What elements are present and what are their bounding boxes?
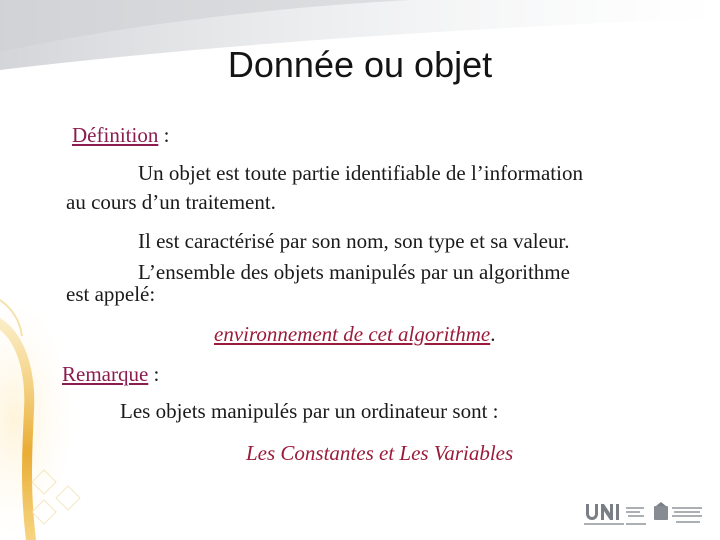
definition-term-line xyxy=(214,322,495,347)
definition-label: Définition xyxy=(72,123,159,147)
remarque-highlight: Les Constantes et Les Variables xyxy=(246,441,514,465)
definition-line-4: L’ensemble des objets manipulés par un algorithme xyxy=(138,260,570,284)
remarque-label: Remarque xyxy=(62,362,149,386)
definition-colon: : xyxy=(158,123,170,147)
definition-line-2: au cours d’un traitement. xyxy=(66,190,276,214)
university-logo-icon xyxy=(582,498,706,530)
definition-term: environnement de cet algorithme xyxy=(214,322,491,346)
definition-heading xyxy=(72,123,169,148)
remarque-heading xyxy=(62,362,159,387)
definition-line-1: Un objet est toute partie identifiable de l’information xyxy=(138,161,583,185)
definition-line-3: Il est caractérisé par son nom, son type et sa valeur. xyxy=(138,229,570,253)
remarque-line-1: Les objets manipulés par un ordinateur sont : xyxy=(120,399,499,423)
definition-line-5: est appelé: xyxy=(66,282,156,306)
slide-title: Donnée ou objet xyxy=(227,44,493,85)
remarque-colon: : xyxy=(148,362,160,386)
definition-term-end: . xyxy=(490,322,496,346)
